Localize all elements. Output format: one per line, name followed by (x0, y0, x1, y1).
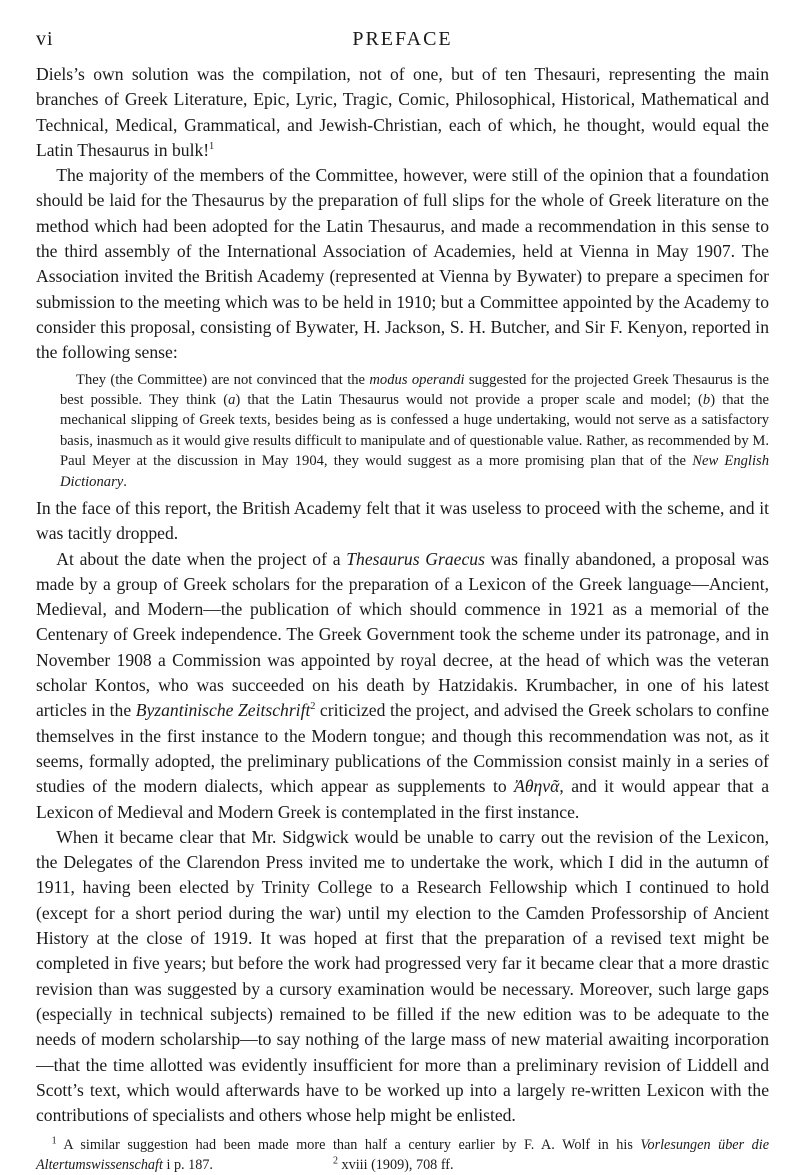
footnote-1-text-b: i p. 187. (162, 1156, 213, 1173)
footnote-ref-2: 2 (310, 701, 316, 713)
page-number: vi (36, 28, 54, 50)
running-title: PREFACE (352, 28, 453, 50)
footnote-2-text: xviii (1909), 708 ff. (337, 1156, 454, 1173)
quote-text-e: . (123, 473, 127, 490)
paragraph-1-text: Diels’s own solution was the compilation, not of one, but of ten Thesauri, representing the main branches of Greek Literature, Epic, Lyric, Tragic, Comic, Philosophical, Historical, Mathematical and Technical, Medical, Grammatical, and Jewish-Christian, each of which, he thought, would equal the Latin Thesaurus in bulk! (36, 64, 769, 160)
paragraph-4-italic-athena: Ἀθηνᾶ (514, 776, 560, 797)
quote-text-c: ) that the Latin Thesaurus would not provide a proper scale and model; ( (235, 391, 703, 408)
quote-text-d: ) that the mechanical slipping of Greek texts, besides being as is confessed a huge undertaking, would not serve as a satisfactory basis, inasmuch as it would give results difficult to manipulate and of questionable value. Rather, as recommended by M. Paul Meyer at the discussion in May 1904, they would suggest as a more promising plan that of the (60, 391, 770, 470)
paragraph-5: When it became clear that Mr. Sidgwick would be unable to carry out the revision of the Lexicon, the Delegates of the Clarendon Press invited me to undertake the work, which I did in the autumn of 1911, having been elected by Trinity College to a Research Fellowship which I continued to hold (except for a short period during the war) until my election to the Camden Professorship of Ancient History at the close of 1919. It was hoped at first that the preparation of a revised text might be completed in five years; but before the work had progressed very far it became clear that a more drastic revision than was suggested by a cursory examination would be necessary. Moreover, such large gaps (especially in technical subjects) remained to be filled if the new edition was to be adequate to the needs of modern scholarship—to say nothing of the large mass of new material awaiting incorporation—that the time allotted was evidently insufficient for more than a preliminary revision of Liddell and Scott’s text, which would afterwards have to be worked up into a largely re-written Lexicon with the contributions of specialists and others whose help might be enlisted. (36, 826, 769, 1126)
paragraph-1 (36, 62, 769, 163)
paragraph-4-italic-bz: Byzantinische Zeitschrift (135, 700, 311, 721)
footnote-ref-1: 1 (209, 141, 215, 153)
committee-report-quote (60, 370, 769, 492)
quote-italic-b: b (702, 391, 711, 408)
quote-italic-ned: New English Dictionary (60, 453, 769, 490)
footnote-1-italic: Vorlesungen über die Altertumswissenschaft (36, 1137, 769, 1173)
running-head (36, 28, 769, 54)
quote-text-a: They (the Committee) are not convinced that the (76, 371, 370, 388)
quote-paragraph (60, 370, 769, 492)
footnotes (36, 1136, 769, 1175)
paragraph-4-text-b: was finally abandoned, a proposal was made by a group of Greek scholars for the preparation of a Lexicon of the Greek language—Ancient, Medieval, and Modern—the publication of which should commence in 1921 as a memorial of the Centenary of Greek independence. The Greek Government took the scheme under its patronage, and in November 1908 a Commission was appointed by royal decree, at the head of which was the veteran scholar Kontos, who was succeeded on his death by Hatzidakis. Krumbacher, in one of his latest articles in the (36, 548, 769, 721)
body-text (36, 62, 769, 1128)
paragraph-4-text-a: At about the date when the project of a (56, 548, 347, 569)
paragraph-3: In the face of this report, the British Academy felt that it was useless to proceed with the scheme, and it was tacitly dropped. (36, 498, 769, 544)
paragraph-4-text-c: criticized the project, and advised the Greek scholars to confine themselves in the first instance to the Modern tongue; and though this recommendation was not, as it seems, formally adopted, the preliminary publications of the Commission consist mainly in a series of studies of the modern dialects, which appear as supplements to (36, 700, 770, 797)
quote-italic-modus: modus operandi (369, 371, 465, 388)
paragraph-4-italic-thesaurus: Thesaurus Graecus (346, 548, 485, 569)
quote-text-b: suggested for the projected Greek Thesaurus is the best possible. They think ( (60, 371, 769, 408)
page (36, 28, 769, 1175)
paragraph-4-text-d: , and it would appear that a Lexicon of Medieval and Modern Greek is contemplated in the first instance. (36, 776, 770, 822)
footnote-2-mark: 2 (332, 1155, 338, 1167)
paragraph-4 (36, 547, 769, 825)
footnote-1 (36, 1136, 769, 1175)
quote-italic-a: a (228, 391, 236, 408)
footnote-2 (333, 1157, 494, 1173)
footnote-1-mark: 1 (51, 1135, 57, 1147)
paragraph-2: The majority of the members of the Committee, however, were still of the opinion that a foundation should be laid for the Thesaurus by the preparation of full slips for the whole of Greek literature on the method which had been adopted for the Latin Thesaurus, and made a recommendation in this sense to the third assembly of the International Association of Academies, held at Vienna in May 1907. The Association invited the British Academy (represented at Vienna by Bywater) to prepare a specimen for submission to the meeting which was to be held in 1910; but a Committee appointed by the Academy to consider this proposal, consisting of Bywater, H. Jackson, S. H. Butcher, and Sir F. Kenyon, reported in the following sense: (36, 165, 769, 363)
footnote-1-text-a: A similar suggestion had been made more than half a century earlier by F. A. Wolf in his (56, 1137, 641, 1154)
